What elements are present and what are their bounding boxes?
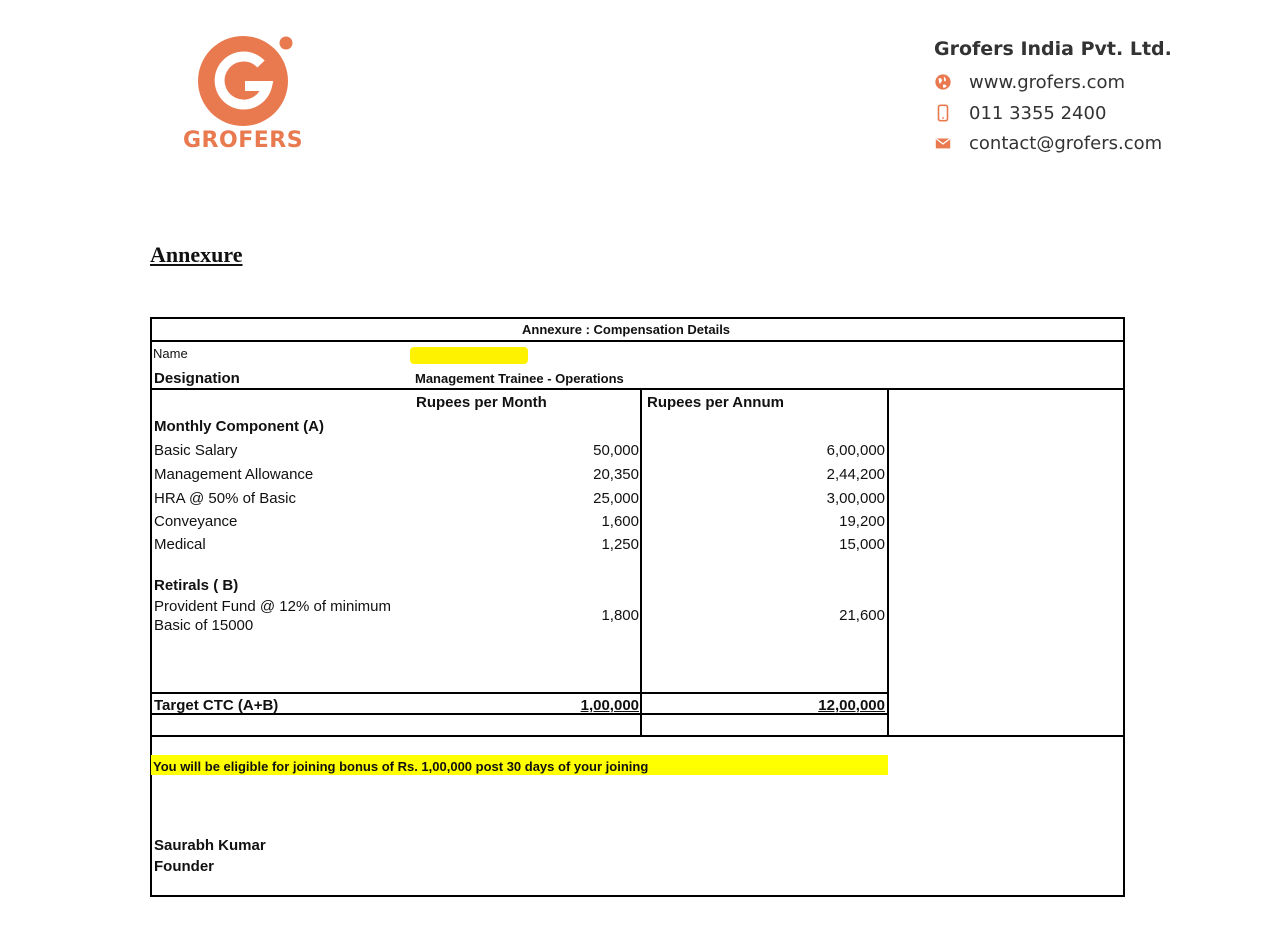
name-label: Name (153, 346, 188, 361)
row-annum: 3,00,000 (826, 490, 885, 507)
annexure-heading: Annexure (150, 242, 243, 267)
total-month: 1,00,000 (580, 697, 639, 714)
col-header-month: Rupees per Month (416, 394, 547, 411)
total-annum: 12,00,000 (818, 697, 885, 714)
monthly-component-header: Monthly Component (A) (154, 418, 324, 435)
pf-annum: 21,600 (839, 607, 885, 624)
phone-line (934, 101, 1106, 125)
globe-icon (934, 73, 952, 91)
website-link[interactable]: www.grofers.com (969, 71, 1126, 93)
bonus-text: You will be eligible for joining bonus of Rs. 1,00,000 post 30 days of your joining (153, 759, 649, 774)
row-label: Medical (154, 536, 206, 553)
table-title: Annexure : Compensation Details (522, 322, 731, 337)
col-header-annum: Rupees per Annum (647, 394, 784, 411)
pf-label-line2: Basic of 15000 (154, 617, 254, 634)
row-month: 20,350 (593, 466, 639, 483)
designation-value: Management Trainee - Operations (415, 371, 624, 386)
email-link[interactable]: contact@grofers.com (969, 132, 1163, 154)
company-name: Grofers India Pvt. Ltd. (934, 38, 1172, 60)
row-month: 1,250 (601, 536, 639, 553)
signatory-name: Saurabh Kumar (154, 837, 266, 854)
phone-icon (934, 104, 952, 122)
pf-label-line1: Provident Fund @ 12% of minimum (154, 598, 391, 615)
designation-label: Designation (154, 370, 240, 387)
mail-icon (934, 134, 952, 152)
pf-month: 1,800 (601, 607, 639, 624)
row-annum: 19,200 (839, 513, 885, 530)
row-annum: 6,00,000 (826, 442, 885, 459)
row-label: HRA @ 50% of Basic (154, 490, 296, 507)
row-label: Management Allowance (154, 466, 314, 483)
row-month: 25,000 (593, 490, 639, 507)
row-month: 50,000 (593, 442, 639, 459)
row-annum: 2,44,200 (826, 466, 885, 483)
name-redaction (410, 347, 528, 364)
row-label: Basic Salary (154, 442, 238, 459)
row-month: 1,600 (601, 513, 639, 530)
retirals-header: Retirals ( B) (154, 577, 239, 594)
row-label: Conveyance (154, 513, 238, 530)
website-line (934, 70, 1125, 94)
phone-number: 011 3355 2400 (969, 102, 1107, 124)
row-annum: 15,000 (839, 536, 885, 553)
email-line (934, 131, 1162, 155)
signatory-title: Founder (154, 858, 214, 875)
total-label: Target CTC (A+B) (154, 697, 279, 714)
logo-wordmark: GROFERS (183, 128, 304, 153)
